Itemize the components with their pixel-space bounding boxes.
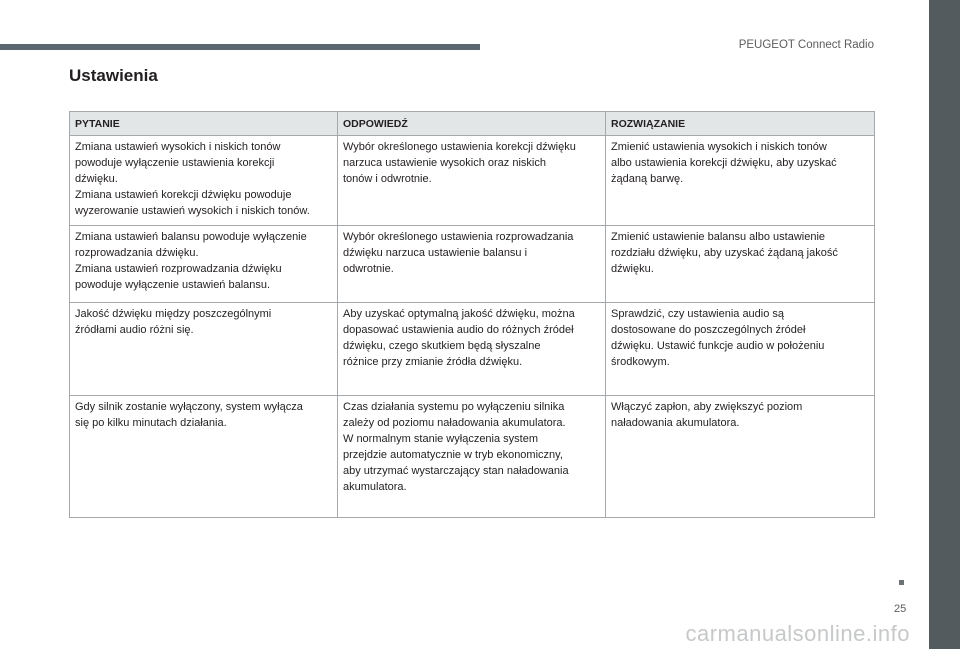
answer-cell: Czas działania systemu po wyłączeniu silnika zależy od poziomu naładowania akumulatora. W normalnym stanie wyłączenia system przejdzie automatycznie w tryb ekonomiczny, aby utrzymać wystarczający stan naładowania akumulatora. [338,396,606,518]
question-cell: Jakość dźwięku między poszczególnymi źródłami audio różni się. [70,303,338,396]
solution-cell: Zmienić ustawienia wysokich i niskich tonów albo ustawienia korekcji dźwięku, aby uzyskać żądaną barwę. [606,136,875,226]
table-row [70,303,875,396]
watermark: carmanualsonline.info [685,621,910,646]
section-end-marker [899,580,904,585]
side-strip [929,0,960,649]
answer-cell: Wybór określonego ustawienia korekcji dźwięku narzuca ustawienie wysokich oraz niskich tonów i odwrotnie. [338,136,606,226]
header-title: PEUGEOT Connect Radio [738,39,874,51]
answer-cell: Wybór określonego ustawienia rozprowadzania dźwięku narzuca ustawienie balansu i odwrotnie. [338,226,606,303]
table-row [70,226,875,303]
column-header-solution: ROZWIĄZANIE [606,112,875,136]
question-cell: Zmiana ustawień balansu powoduje wyłączenie rozprowadzania dźwięku. Zmiana ustawień rozprowadzania dźwięku powoduje wyłączenie ustawień balansu. [70,226,338,303]
solution-cell: Zmienić ustawienie balansu albo ustawienie rozdziału dźwięku, aby uzyskać żądaną jakość dźwięku. [606,226,875,303]
column-header-answer: ODPOWIEDŹ [338,112,606,136]
solution-cell: Sprawdzić, czy ustawienia audio są dostosowane do poszczególnych źródeł dźwięku. Ustawić funkcje audio w położeniu środkowym. [606,303,875,396]
answer-cell: Aby uzyskać optymalną jakość dźwięku, można dopasować ustawienia audio do różnych źródeł dźwięku, czego skutkiem będą słyszalne różnice przy zmianie źródła dźwięku. [338,303,606,396]
troubleshooting-table [69,111,875,518]
table-row [70,136,875,226]
header-accent-bar [0,44,480,50]
column-header-question: PYTANIE [70,112,338,136]
question-cell: Gdy silnik zostanie wyłączony, system wyłącza się po kilku minutach działania. [70,396,338,518]
page-title: Ustawienia [69,66,158,85]
table-header-row [70,112,875,136]
solution-cell: Włączyć zapłon, aby zwiększyć poziom naładowania akumulatora. [606,396,875,518]
question-cell: Zmiana ustawień wysokich i niskich tonów powoduje wyłączenie ustawienia korekcji dźwięku. Zmiana ustawień korekcji dźwięku powoduje wyzerowanie ustawień wysokich i niskich tonów. [70,136,338,226]
page-number: 25 [894,603,907,615]
table-row [70,396,875,518]
